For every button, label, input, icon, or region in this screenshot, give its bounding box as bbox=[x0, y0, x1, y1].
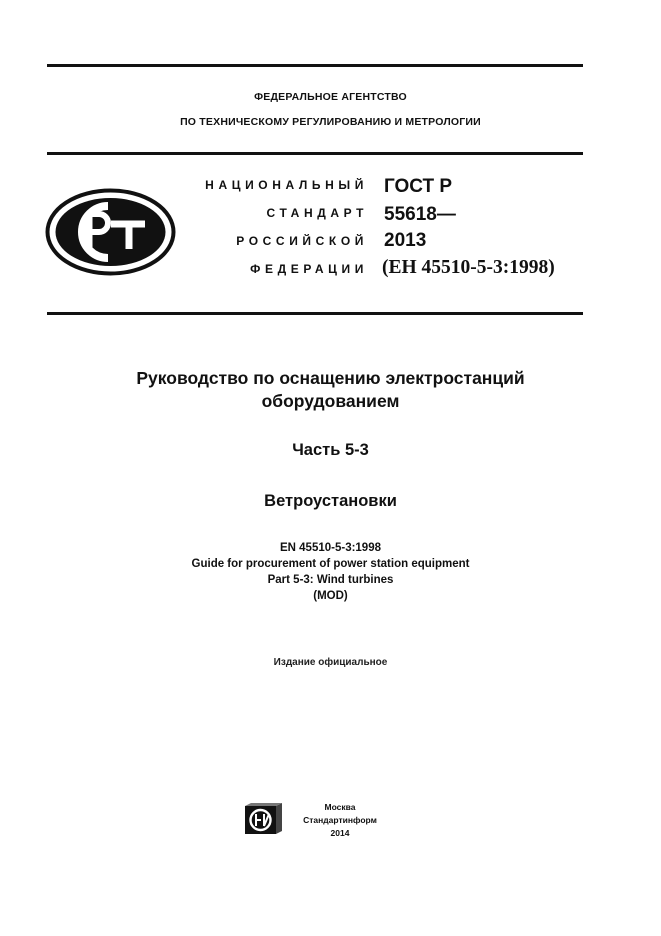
standartinform-logo-icon bbox=[244, 802, 283, 836]
publisher-name: Стандартинформ bbox=[303, 815, 377, 825]
header-rule bbox=[47, 152, 583, 155]
national-line-3: РОССИЙСКОЙ bbox=[236, 234, 368, 248]
standard-block-rule bbox=[47, 312, 583, 315]
en-standard-number: EN 45510-5-3:1998 bbox=[279, 542, 381, 554]
part-label: Часть 5-3 bbox=[292, 441, 369, 459]
edition-label: Издание официальное bbox=[273, 657, 388, 668]
document-title bbox=[0, 367, 661, 413]
top-rule bbox=[47, 64, 583, 67]
national-line-1: НАЦИОНАЛЬНЫЙ bbox=[205, 178, 368, 192]
agency-line-2: ПО ТЕХНИЧЕСКОМУ РЕГУЛИРОВАНИЮ И МЕТРОЛОГИИ bbox=[180, 116, 481, 128]
publisher-block bbox=[292, 801, 388, 840]
english-title-block bbox=[0, 540, 661, 604]
en-modification: (MOD) bbox=[313, 590, 348, 602]
gost-r-certification-logo-icon bbox=[45, 188, 176, 276]
national-line-2: СТАНДАРТ bbox=[266, 206, 368, 220]
national-line-4: ФЕДЕРАЦИИ bbox=[250, 262, 368, 276]
title-line-2: оборудованием bbox=[261, 391, 400, 411]
gost-designation: ГОСТ Р bbox=[384, 176, 453, 197]
title-line-1: Руководство по оснащению электростанций bbox=[136, 368, 525, 388]
gost-number: 55618— bbox=[384, 204, 456, 225]
publisher-city: Москва bbox=[324, 802, 356, 812]
en-title: Guide for procurement of power station equipment bbox=[191, 558, 470, 570]
agency-line-1: ФЕДЕРАЛЬНОЕ АГЕНТСТВО bbox=[254, 91, 407, 103]
en-part: Part 5-3: Wind turbines bbox=[267, 574, 394, 586]
subject-label: Ветроустановки bbox=[264, 492, 397, 510]
gost-en-reference: (ЕН 45510-5-3:1998) bbox=[382, 257, 555, 278]
publication-year: 2014 bbox=[330, 828, 350, 838]
gost-year: 2013 bbox=[384, 230, 427, 251]
